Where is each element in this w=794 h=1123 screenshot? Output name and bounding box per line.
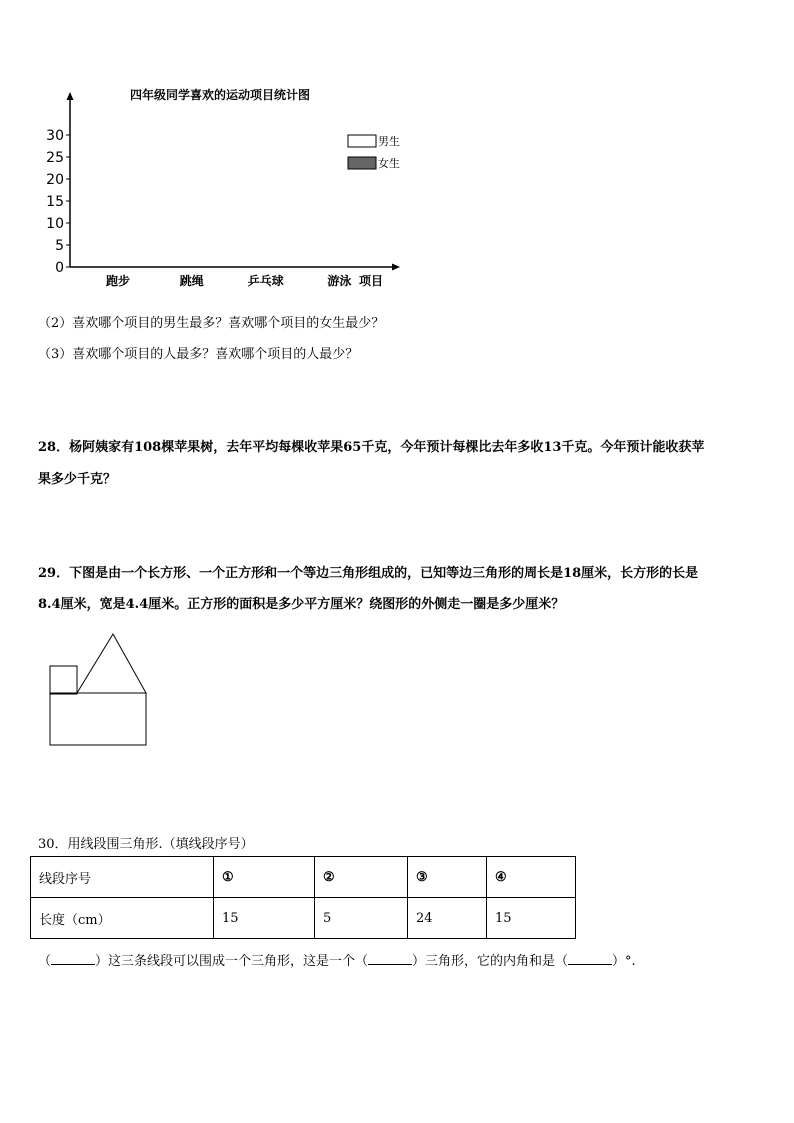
question-28-line2: 果多少千克？ bbox=[38, 472, 117, 487]
sports-bar-chart bbox=[30, 80, 430, 295]
fill-text-3: ）三角形，它的内角和是（ bbox=[412, 954, 569, 969]
table-cell: 15 bbox=[214, 898, 315, 939]
y-tick-label: 0 bbox=[55, 260, 64, 276]
legend-label-girls: 女生 bbox=[378, 157, 400, 170]
table-cell: 长度（cm） bbox=[31, 898, 214, 939]
y-tick-label: 25 bbox=[46, 150, 64, 166]
table-cell: ① bbox=[214, 857, 315, 898]
x-category-label: 乒乓球 bbox=[247, 274, 284, 288]
y-ticks bbox=[46, 128, 70, 276]
chart-title: 四年级同学喜欢的运动项目统计图 bbox=[129, 88, 311, 102]
answer-blank-2[interactable] bbox=[368, 952, 412, 965]
y-tick-label: 15 bbox=[46, 194, 64, 210]
y-tick-label: 30 bbox=[46, 128, 64, 144]
question-27-3: （3）喜欢哪个项目的人最多？喜欢哪个项目的人最少？ bbox=[38, 347, 359, 362]
x-category-label: 跳绳 bbox=[179, 274, 204, 288]
legend-label-boys: 男生 bbox=[378, 135, 400, 148]
y-tick-label: 20 bbox=[46, 172, 64, 188]
fill-text-2: ）这三条线段可以围成一个三角形，这是一个（ bbox=[95, 954, 369, 969]
answer-blank-1[interactable] bbox=[51, 952, 95, 965]
table-cell: ③ bbox=[408, 857, 487, 898]
legend-swatch-girls bbox=[348, 157, 376, 169]
legend bbox=[348, 134, 400, 170]
legend-swatch-boys bbox=[348, 135, 376, 147]
question-29-line2: 8.4厘米，宽是4.4厘米。正方形的面积是多少平方厘米？绕图形的外侧走一圈是多少厘米？ bbox=[38, 597, 565, 612]
composite-shape-figure bbox=[45, 630, 155, 750]
table-cell: 24 bbox=[408, 898, 487, 939]
fill-text-4: ）°. bbox=[612, 954, 636, 969]
y-tick-label: 5 bbox=[55, 238, 64, 254]
question-30-title: 30．用线段围三角形.（填线段序号） bbox=[38, 837, 254, 852]
question-30-fill-line bbox=[38, 950, 636, 969]
question-28-line1: 28．杨阿姨家有108棵苹果树，去年平均每棵收苹果65千克，今年预计每棵比去年多收13千克。今年预计能收获苹 bbox=[38, 440, 705, 455]
x-axis bbox=[70, 264, 400, 271]
table-row bbox=[31, 857, 576, 898]
table-cell: 5 bbox=[315, 898, 408, 939]
question-29-line1: 29．下图是由一个长方形、一个正方形和一个等边三角形组成的，已知等边三角形的周长是18厘米，长方形的长是 bbox=[38, 566, 699, 581]
x-category-label: 跑步 bbox=[105, 274, 131, 288]
table-cell: ② bbox=[315, 857, 408, 898]
table-row bbox=[31, 898, 576, 939]
x-categories bbox=[106, 273, 351, 288]
answer-blank-3[interactable] bbox=[568, 952, 612, 965]
fill-text-1: （ bbox=[38, 954, 52, 969]
question-27-2: （2）喜欢哪个项目的男生最多？喜欢哪个项目的女生最少？ bbox=[38, 316, 385, 331]
table-cell: 15 bbox=[487, 898, 576, 939]
table-cell: ④ bbox=[487, 857, 576, 898]
y-tick-label: 10 bbox=[46, 216, 64, 232]
x-axis-label: 项目 bbox=[358, 274, 384, 288]
rectangle bbox=[50, 693, 146, 745]
small-square bbox=[50, 666, 77, 694]
segment-table bbox=[30, 856, 576, 939]
table-cell: 线段序号 bbox=[31, 857, 214, 898]
x-category-label: 游泳 bbox=[327, 274, 352, 288]
equilateral-triangle bbox=[77, 634, 146, 693]
